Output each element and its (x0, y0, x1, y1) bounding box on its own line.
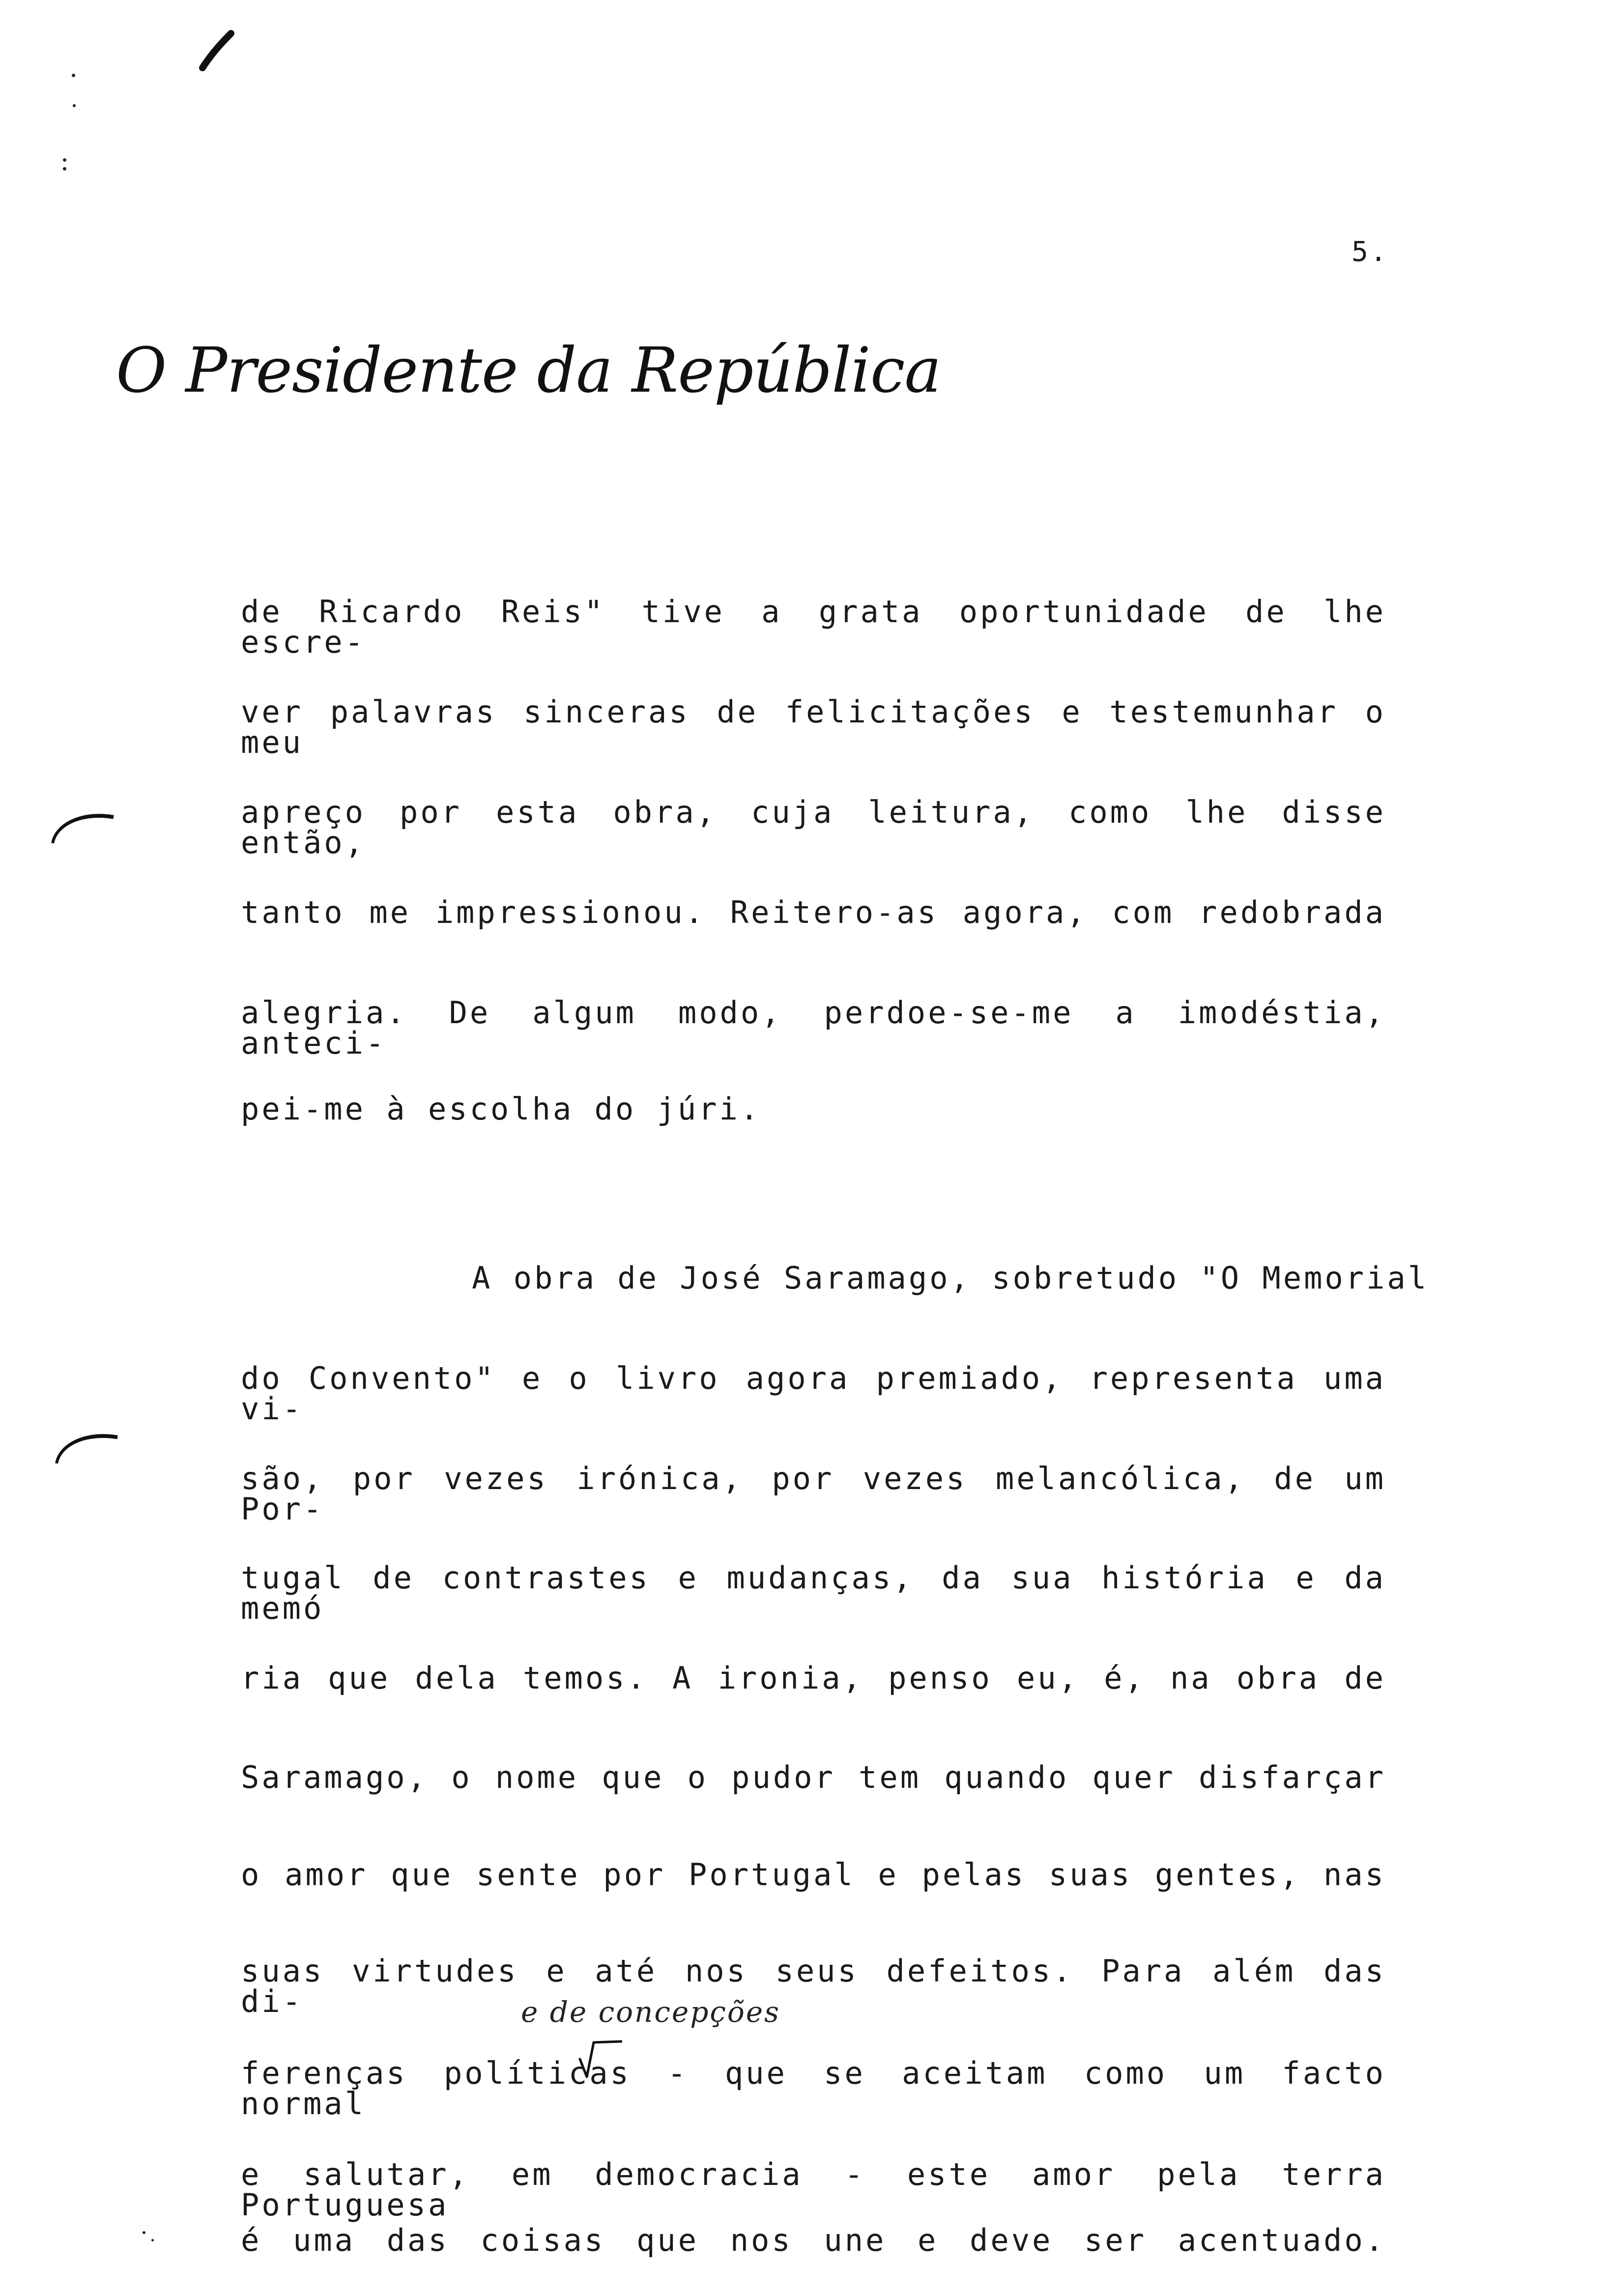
margin-speck (63, 167, 66, 171)
letterhead: O Presidente da República (116, 334, 941, 406)
text-line: ver palavras sinceras de felicitações e testemunhar o meu (241, 694, 1386, 760)
text-line: e salutar, em democracia - este amor pela terra Portuguesa (241, 2156, 1386, 2223)
margin-speck (151, 2239, 154, 2241)
margin-arc-mark (51, 805, 114, 853)
text-line: ferenças políticas - que se aceitam como um facto normal (241, 2055, 1386, 2122)
text-line: suas virtudes e até nos seus defeitos. Para além das di- (241, 1953, 1386, 2019)
margin-arc-mark (55, 1426, 118, 1473)
text-line: tanto me impressionou. Reitero-as agora, com redobrada (241, 894, 1386, 930)
handwritten-insertion: e de concepções (521, 1995, 780, 2029)
margin-speck (73, 104, 76, 107)
text-line: A obra de José Saramago, sobretudo "O Memorial (472, 1260, 1429, 1296)
margin-speck (143, 2231, 145, 2234)
text-line: pei-me à escolha do júri. (241, 1091, 761, 1127)
text-line: o amor que sente por Portugal e pelas suas gentes, nas (241, 1857, 1386, 1893)
text-line: é uma das coisas que nos une e deve ser acentuado. (241, 2222, 1386, 2258)
text-line: ria que dela temos. A ironia, penso eu, é, na obra de (241, 1660, 1386, 1696)
page-number: 5. (1352, 236, 1389, 268)
pen-stroke-mark (197, 29, 236, 74)
text-line: alegria. De algum modo, perdoe-se-me a imodéstia, anteci- (241, 995, 1386, 1061)
margin-speck (72, 74, 75, 77)
text-line: tugal de contrastes e mudanças, da sua história e da memó (241, 1560, 1386, 1626)
text-line: são, por vezes irónica, por vezes melancólica, de um Por- (241, 1461, 1386, 1527)
text-line: de Ricardo Reis" tive a grata oportunidade de lhe escre- (241, 594, 1386, 660)
text-line: apreço por esta obra, cuja leitura, como lhe disse então, (241, 794, 1386, 861)
text-line: Saramago, o nome que o pudor tem quando quer disfarçar (241, 1759, 1386, 1795)
margin-speck (63, 158, 66, 162)
text-line: do Convento" e o livro agora premiado, representa uma vi- (241, 1360, 1386, 1427)
